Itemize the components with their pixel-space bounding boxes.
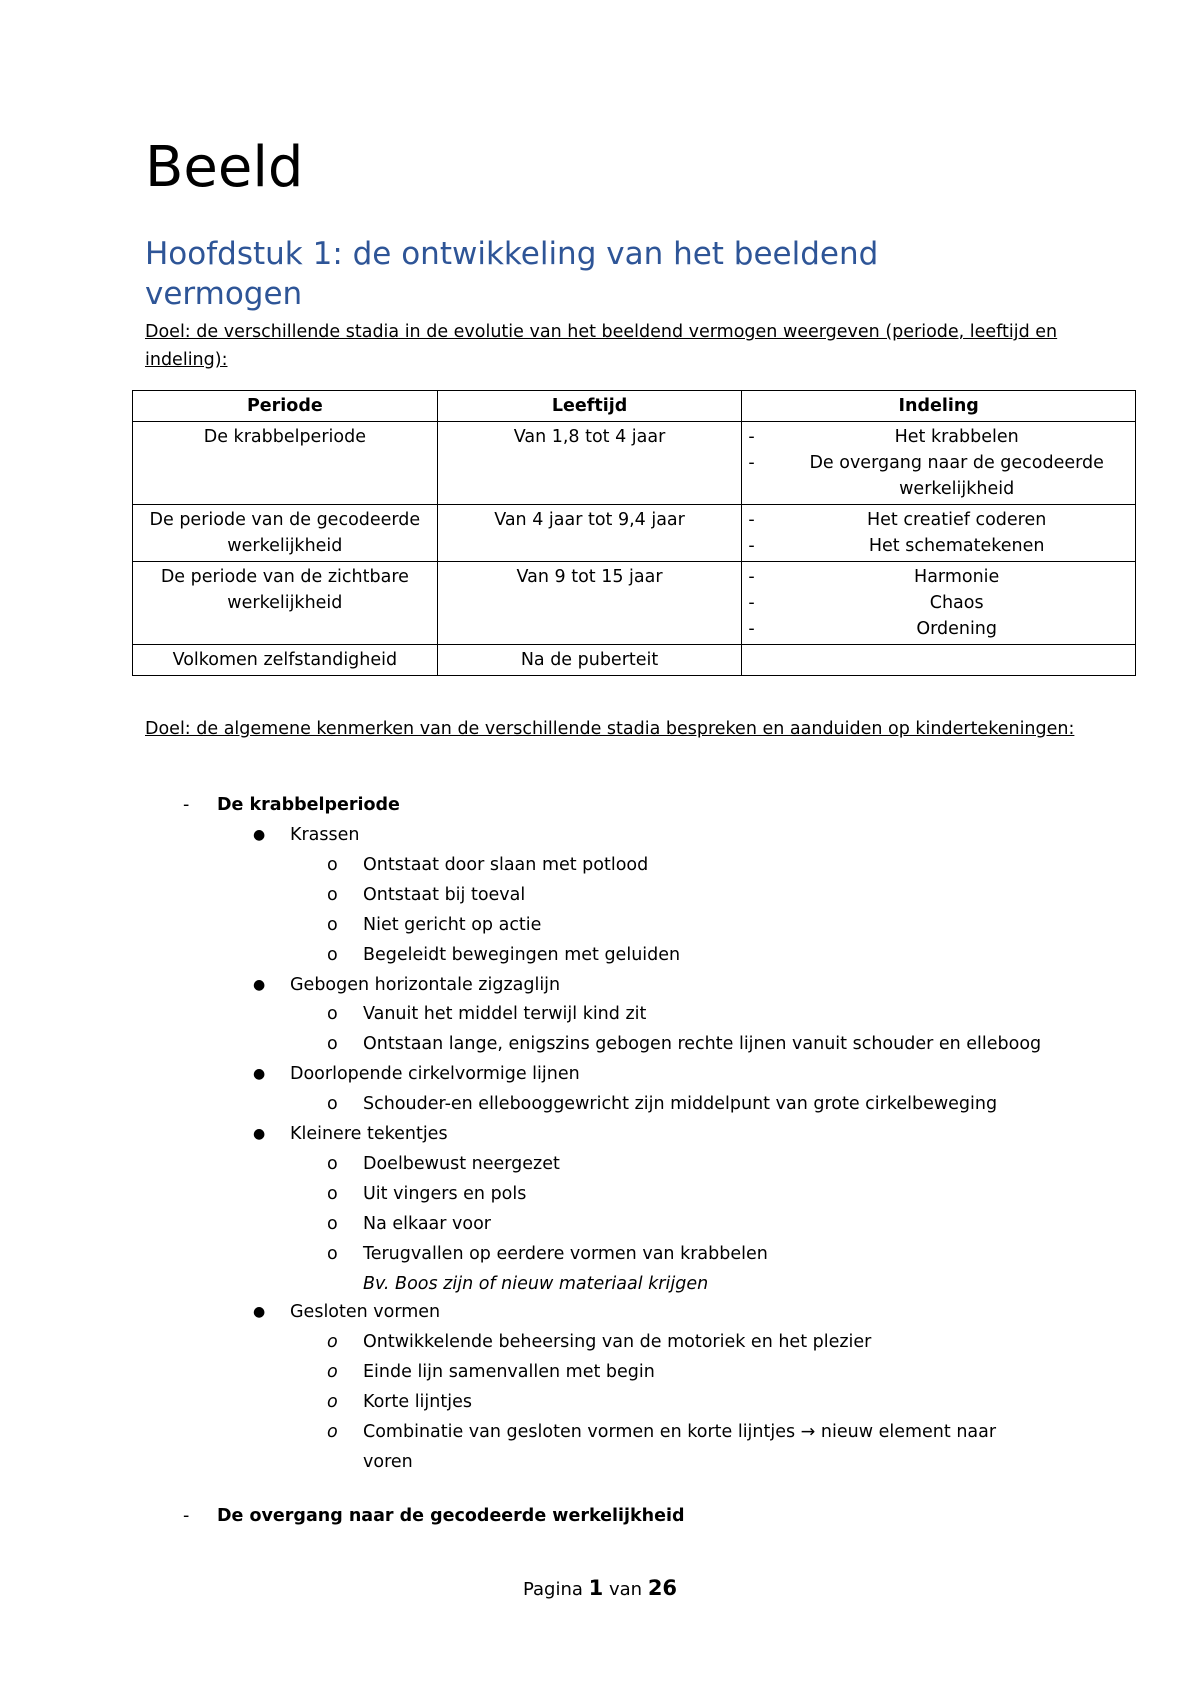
- header-periode: Periode: [133, 391, 438, 422]
- section-heading: De krabbelperiode: [217, 795, 400, 815]
- cell-indeling: [742, 562, 1136, 645]
- cell-indeling-empty: [742, 645, 1136, 676]
- page-footer: [0, 1576, 1200, 1600]
- list-item: Krassen: [290, 825, 360, 845]
- list-item: Na elkaar voor: [363, 1214, 492, 1234]
- dash-marker: -: [183, 795, 190, 815]
- list-item-continuation: voren: [363, 1452, 413, 1472]
- bullet-icon: ●: [253, 1126, 266, 1142]
- list-item: Gebogen horizontale zigzaglijn: [290, 975, 561, 995]
- list-item: Ontstaat door slaan met potlood: [363, 855, 649, 875]
- list-item: Ontwikkelende beheersing van de motoriek en het plezier: [363, 1332, 872, 1352]
- list-item: Doorlopende cirkelvormige lijnen: [290, 1064, 580, 1084]
- cell-indeling: [742, 505, 1136, 562]
- footer-middle: van: [608, 1579, 643, 1600]
- indeling-item: - Ordening: [748, 616, 1129, 642]
- list-item: Uit vingers en pols: [363, 1184, 527, 1204]
- indeling-item: - Chaos: [748, 590, 1129, 616]
- table-row: [133, 645, 1136, 676]
- bullet-icon: ●: [253, 1304, 266, 1320]
- cell-leeftijd: Van 1,8 tot 4 jaar: [437, 422, 742, 505]
- example-note: Bv. Boos zijn of nieuw materiaal krijgen: [363, 1274, 709, 1294]
- indeling-item: - Het schematekenen: [748, 533, 1129, 559]
- list-item: Combinatie van gesloten vormen en korte lijntjes → nieuw element naar: [363, 1422, 997, 1442]
- circle-bullet-icon: o: [327, 1004, 338, 1024]
- cell-periode: De periode van de zichtbare werkelijkheid: [133, 562, 438, 645]
- header-leeftijd: Leeftijd: [437, 391, 742, 422]
- section-heading: De overgang naar de gecodeerde werkelijkheid: [217, 1506, 685, 1526]
- list-item: Vanuit het middel terwijl kind zit: [363, 1004, 647, 1024]
- circle-bullet-icon: o: [327, 1034, 338, 1054]
- goal-text-1: Doel: de verschillende stadia in de evolutie van het beeldend vermogen weergeven (periode, leeftijd en indeling):: [145, 322, 1058, 370]
- list-item: Niet gericht op actie: [363, 915, 542, 935]
- table-row: [133, 505, 1136, 562]
- indeling-item: - De overgang naar de gecodeerde werkelijkheid: [748, 450, 1129, 502]
- circle-bullet-icon: o: [327, 1392, 338, 1412]
- circle-bullet-icon: o: [327, 1214, 338, 1234]
- indeling-item: - Het krabbelen: [748, 424, 1129, 450]
- bullet-icon: ●: [253, 827, 266, 843]
- list-item: Gesloten vormen: [290, 1302, 441, 1322]
- list-item: Schouder-en ellebooggewricht zijn middelpunt van grote cirkelbeweging: [363, 1094, 998, 1114]
- circle-bullet-icon: o: [327, 1332, 338, 1352]
- chapter-heading: Hoofdstuk 1: de ontwikkeling van het beeldend vermogen: [145, 236, 879, 312]
- list-item: Kleinere tekentjes: [290, 1124, 448, 1144]
- table-row: [133, 422, 1136, 505]
- list-item: Korte lijntjes: [363, 1392, 472, 1412]
- stages-table: [132, 390, 1136, 676]
- circle-bullet-icon: o: [327, 1244, 338, 1264]
- footer-page-number: 1: [588, 1576, 604, 1600]
- list-item: Einde lijn samenvallen met begin: [363, 1362, 655, 1382]
- circle-bullet-icon: o: [327, 915, 338, 935]
- cell-leeftijd: Van 9 tot 15 jaar: [437, 562, 742, 645]
- indeling-item: - Harmonie: [748, 564, 1129, 590]
- bullet-icon: ●: [253, 977, 266, 993]
- list-item: Doelbewust neergezet: [363, 1154, 560, 1174]
- circle-bullet-icon: o: [327, 1154, 338, 1174]
- table-row: [133, 562, 1136, 645]
- circle-bullet-icon: o: [327, 945, 338, 965]
- goal-text-2: Doel: de algemene kenmerken van de verschillende stadia bespreken en aanduiden op kindertekeningen:: [145, 719, 1075, 739]
- table-header-row: [133, 391, 1136, 422]
- list-item: Begeleidt bewegingen met geluiden: [363, 945, 681, 965]
- indeling-item: - Het creatief coderen: [748, 507, 1129, 533]
- circle-bullet-icon: o: [327, 1184, 338, 1204]
- cell-leeftijd: Na de puberteit: [437, 645, 742, 676]
- cell-indeling: [742, 422, 1136, 505]
- circle-bullet-icon: o: [327, 885, 338, 905]
- dash-marker: -: [183, 1506, 190, 1526]
- cell-periode: De periode van de gecodeerde werkelijkheid: [133, 505, 438, 562]
- list-item: Ontstaat bij toeval: [363, 885, 526, 905]
- cell-periode: Volkomen zelfstandigheid: [133, 645, 438, 676]
- circle-bullet-icon: o: [327, 1362, 338, 1382]
- footer-total-pages: 26: [647, 1576, 678, 1600]
- circle-bullet-icon: o: [327, 1422, 338, 1442]
- list-item: Terugvallen op eerdere vormen van krabbelen: [363, 1244, 768, 1264]
- list-item: Ontstaan lange, enigszins gebogen rechte lijnen vanuit schouder en elleboog: [363, 1034, 1042, 1054]
- document-title: Beeld: [145, 135, 304, 200]
- bullet-icon: ●: [253, 1066, 266, 1082]
- cell-periode: De krabbelperiode: [133, 422, 438, 505]
- cell-leeftijd: Van 4 jaar tot 9,4 jaar: [437, 505, 742, 562]
- circle-bullet-icon: o: [327, 855, 338, 875]
- circle-bullet-icon: o: [327, 1094, 338, 1114]
- header-indeling: Indeling: [742, 391, 1136, 422]
- footer-prefix: Pagina: [522, 1579, 583, 1600]
